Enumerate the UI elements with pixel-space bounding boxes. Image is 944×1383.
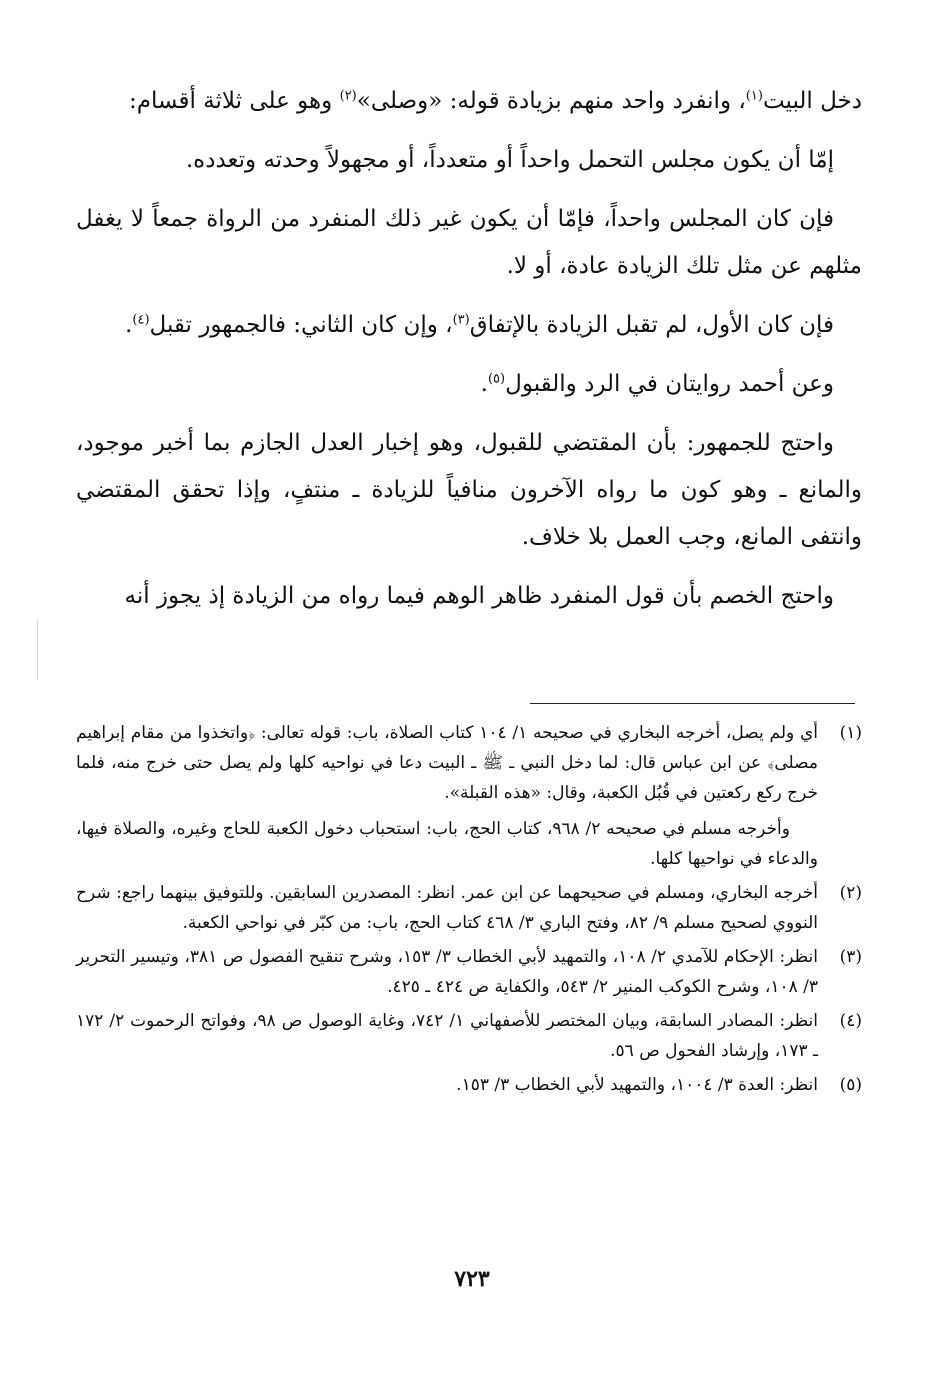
paragraph: إمّا أن يكون مجلس التحمل واحداً أو متعدداً، أو مجهولاً وحدته وتعدده. xyxy=(185,147,834,173)
footnote-text: انظر: العدة ٣/ ١٠٠٤، والتمهيد لأبي الخطاب ٣/ ١٥٣. xyxy=(456,1075,818,1095)
paragraph: فإن كان المجلس واحداً، فإمّا أن يكون غير ذلك المنفرد من الرواة جمعاً لا يغفل مثلهم عن مثل تلك الزيادة عادة، أو لا. xyxy=(76,206,862,279)
paragraph: فإن كان الأول، لم تقبل الزيادة بالإتفاق$^{(٣)}$، وإن كان الثاني: فالجمهور تقبل$^{(٤)}$. xyxy=(125,312,834,338)
footnote-number: (٢) xyxy=(839,883,862,903)
footnote-number: (٣) xyxy=(839,947,862,967)
footnote-separator xyxy=(530,703,855,704)
footnote xyxy=(76,942,862,1002)
footnote xyxy=(76,878,862,938)
paragraph: واحتج الخصم بأن قول المنفرد ظاهر الوهم فيما رواه من الزيادة إذ يجوز أنه xyxy=(124,583,834,609)
paragraph: دخل البيت$^{(١)}$، وانفرد واحد منهم بزيادة قوله: «وصلى»$^{(٢)}$ وهو على ثلاثة أقسام: xyxy=(128,88,862,114)
main-text xyxy=(76,78,862,632)
footnote-number: (١) xyxy=(839,723,862,743)
footnote xyxy=(76,1070,862,1100)
footnote-ref: (١) xyxy=(745,88,763,104)
footnote-text: أخرجه البخاري، ومسلم في صحيحهما عن ابن عمر. انظر: المصدرين السابقين. وللتوفيق بينهما راجع: شرح النووي لصحيح مسلم ٩/ ٨٢، وفتح الباري ٣/ ٤٦٨ كتاب الحج، باب: من كبّر في نواحي الكعبة. xyxy=(76,883,818,933)
footnote-text: أي ولم يصل، أخرجه البخاري في صحيحه ١/ ١٠٤ كتاب الصلاة، باب: قوله تعالى: ﴿واتخذوا من مقام إبراهيم مصلى﴾ عن ابن عباس قال: لما دخل النبي ـ ﷺ ـ البيت دعا في نواحيه كلها ولم يصل حتى خرج منه، فلما خرج ركع ركعتين في قُبُل الكعبة، وقال: «هذه القبلة». xyxy=(76,723,818,803)
footnote-ref: (٢) xyxy=(339,88,357,104)
footnote-ref: (٣) xyxy=(452,312,470,328)
page-number: ٧٢٣ xyxy=(454,1266,490,1292)
footnote-ref: (٥) xyxy=(487,371,506,387)
paragraph: وعن أحمد روايتان في الرد والقبول$^{(٥)}$. xyxy=(480,371,834,397)
footnote xyxy=(76,1006,862,1066)
footnote-text: انظر: المصادر السابقة، وبيان المختصر للأصفهاني ١/ ٧٤٢، وغاية الوصول ص ٩٨، وفواتح الرحموت ٢/ ١٧٢ ـ ١٧٣، وإرشاد الفحول ص ٥٦. xyxy=(76,1011,818,1061)
footnote-ref: (٤) xyxy=(132,312,150,328)
footnote-number: (٥) xyxy=(839,1075,862,1095)
margin-mark xyxy=(37,620,38,680)
paragraph: واحتج للجمهور: بأن المقتضي للقبول، وهو إخبار العدل الجازم بما أخبر موجود، والمانع ـ وهو كون ما رواه الآخرون منافياً للزيادة ـ منتفٍ، وإذا تحقق المقتضي وانتفى المانع، وجب العمل بلا خلاف. xyxy=(76,430,862,550)
footnote-continuation: وأخرجه مسلم في صحيحه ٢/ ٩٦٨، كتاب الحج، باب: استحباب دخول الكعبة للحاج وغيره، والصلاة فيها، والدعاء في نواحيها كلها. xyxy=(76,819,818,869)
footnote-text: انظر: الإحكام للآمدي ٢/ ١٠٨، والتمهيد لأبي الخطاب ٣/ ١٥٣، وشرح تنقيح الفصول ص ٣٨١، وتيسير التحرير ٣/ ١٠٨، وشرح الكوكب المنير ٢/ ٥٤٣، والكفاية ص ٤٢٤ ـ ٤٢٥. xyxy=(76,947,818,997)
footnote xyxy=(76,718,862,874)
footnote-number: (٤) xyxy=(839,1011,862,1031)
footnotes xyxy=(76,718,862,1104)
